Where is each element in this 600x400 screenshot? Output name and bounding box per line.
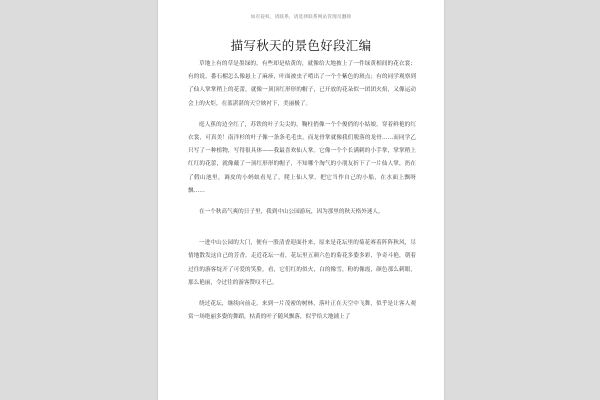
paragraph: 草地上有的草是墨绿的，有些却是枯黄的，就像给大地披上了一件绿黄相间的花衣裳；有的说，番石榴怎么像悬上了麻疹，叶面被虫子啃出了一个个紫色的斑点；有的同学观察到了仙人掌掌稍上的花蕾，就像一顶顶红形形的帽子，已开放的花朵似一团团火焰，又像运动会上的火炬，在蓝湛湛的天空映衬下，美丽极了。 [188, 61, 416, 107]
page-title: 描写秋天的景色好段汇编 [230, 38, 372, 53]
document-page [158, 0, 444, 400]
paragraph: 绕过花坛，继续向前走，来到一片茂密的树林，落叶正在天空中飞舞，似乎是让客人观赏一场绝丽多姿的舞蹈，枯黄的叶子随风飘落，似乎给大地铺上了 [188, 301, 416, 321]
paragraph: 一进中山公园的大门，便有一股清香迎面扑来，原来是花坛里的菊花赛着阵阵秋风，尽情地散发这自己的芳香。走近花坛一看，花坛里五颜六色的菊花多姿多彩，争奇斗艳，朝着过往的游客绽开了可爱的笑脸，看，它们红的似火，白的像雪，粉的像霞，颜色那么刺眼，那么艳丽，令过往的游客赞叹不已。 [188, 240, 416, 286]
paragraph: 在一个秋高气爽的日子里，我到中山公园游玩，因为那里的秋天格外迷人。 [199, 209, 384, 216]
paragraph: 庭人蕉的边全红了，苏铁的叶子尖尖的，鞠柱俏像一个个俊俏的小姑娘，穿着鲜艳的红衣裳，可真美！南洋杉的叶子像一条条毛毛虫，而龙骨掌就像我们脱落的龙骨……而同学乙只写了一种植物，写得很具体——我最喜欢仙人掌。它像一个个长满刺的小手掌，掌掌稍上红红的花蕾，就像戴了一顶红形形的帽子，不知哪个淘气的小朋友折下了一片仙人掌，扔在了假山池里，调皮的小蚂蚁看见了，爬上仙人掌，把它当作自己的小船，在水面上飘呀飘…… [188, 121, 416, 194]
document-body [188, 58, 416, 332]
header-notice: 如有侵权，请联系，请选择联系网站管理员删除 [250, 15, 352, 20]
